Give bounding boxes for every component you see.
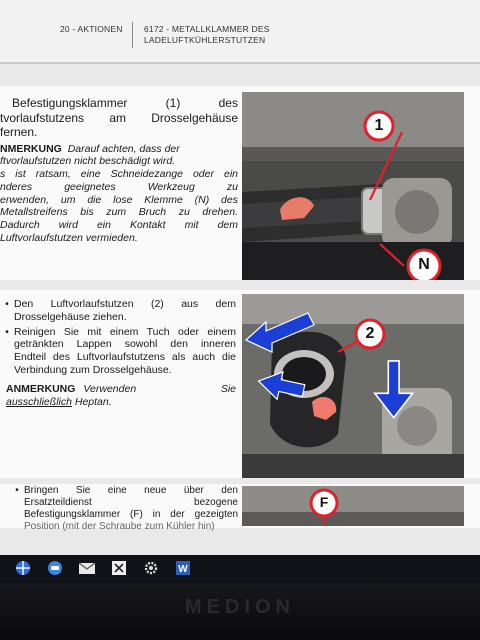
step1-word1: Befestigungsklammer <box>12 96 128 110</box>
callout-1: 1 <box>374 117 384 134</box>
step2-bullet2-line2: getränkten Lappen sowohl den inneren <box>14 338 236 351</box>
media-icon[interactable] <box>46 559 64 577</box>
engine-photo-new-clamp <box>242 486 464 526</box>
callout-n: N <box>418 256 430 273</box>
section-label: 20 - AKTIONEN <box>60 24 123 34</box>
taskbar <box>0 555 480 583</box>
network-icon[interactable] <box>14 559 32 577</box>
bullet-dot-icon: • <box>5 325 9 338</box>
header-divider <box>132 22 133 48</box>
step1-note-line1: Darauf achten, dass der <box>67 142 180 155</box>
step2-bullet1-line2: Drosselgehäuse ziehen. <box>14 310 127 323</box>
step2-text <box>0 298 236 408</box>
step3-line4: Position (mit der Schraube zum Kühler hin) <box>24 521 215 532</box>
step1-note-line5: erwenden, um die lose Klemme (N) des <box>0 193 238 206</box>
step2-bullet1-line1: Den Luftvorlaufstutzen (2) aus dem <box>14 298 236 310</box>
step2-note-underlined: ausschließlich <box>6 395 72 408</box>
step3-line1: Bringen Sie eine neue über den <box>24 485 238 496</box>
step2-bullet2-line3: Endteil des Luftvorlaufstutzens als auch die <box>14 351 236 364</box>
step1-note-line2: ftvorlaufstutzen nicht beschädigt wird. <box>0 155 176 168</box>
step3-line3: Befestigungsklammer (F) in der gezeigten <box>24 509 238 520</box>
step2-note-text-b: Sie <box>220 382 236 395</box>
step2-bullet2-line1: Reinigen Sie mit einem Tuch oder einem <box>14 325 236 338</box>
word-doc-icon[interactable] <box>174 559 192 577</box>
step3-line2: Ersatzteildienst bezogene <box>24 497 238 508</box>
engine-photo-pipe-removal <box>242 294 464 478</box>
mail-icon[interactable] <box>78 559 96 577</box>
close-box-icon[interactable] <box>110 559 128 577</box>
document-header <box>0 0 480 62</box>
procedure-title: 6172 - METALLKLAMMER DES LADELUFTKÜHLERSTUTZEN <box>144 24 270 45</box>
monitor-brand-logo: MEDION <box>185 596 295 618</box>
step1-line2: tvorlaufstutzens am Drosselgehäuse <box>0 110 238 125</box>
step1-note-line4: nderes geeignetes Werkzeug zu <box>0 180 238 193</box>
callout-f: F <box>319 494 329 510</box>
step1-note-line3: s ist ratsam, eine Schneidezange oder ein <box>0 168 238 181</box>
bullet-dot-icon: • <box>5 298 9 310</box>
step1-note-line6: Metallstreifens bis zum Bruch zu drehen. <box>0 206 238 219</box>
step2-bullet2-line4: Verbindung zum Drosselgehäuse. <box>14 363 172 376</box>
step1-note-line7: Dadurch wird ein Kontakt mit dem <box>0 219 238 232</box>
step1-text <box>0 96 238 245</box>
step1-word2: (1) <box>165 96 181 110</box>
step1-note-label: NMERKUNG <box>0 142 62 155</box>
step1-word3: des <box>218 96 238 110</box>
bullet-dot-icon: • <box>15 485 19 496</box>
svg-text:W: W <box>178 564 188 575</box>
step2-note-end: Heptan. <box>74 395 112 408</box>
step2-note-text-a: Verwenden <box>83 382 137 395</box>
settings-gear-icon[interactable] <box>142 559 160 577</box>
step1-line3: fernen. <box>0 125 38 139</box>
step3-text <box>10 485 238 533</box>
engine-photo-clamp-removal <box>242 92 464 280</box>
arrow-down-icon <box>242 294 243 295</box>
step1-note-line8: Luftvorlaufstutzen vermieden. <box>0 232 138 245</box>
header-rule <box>0 62 480 64</box>
callout-2: 2 <box>365 325 375 342</box>
step2-note-label: ANMERKUNG <box>6 382 76 395</box>
